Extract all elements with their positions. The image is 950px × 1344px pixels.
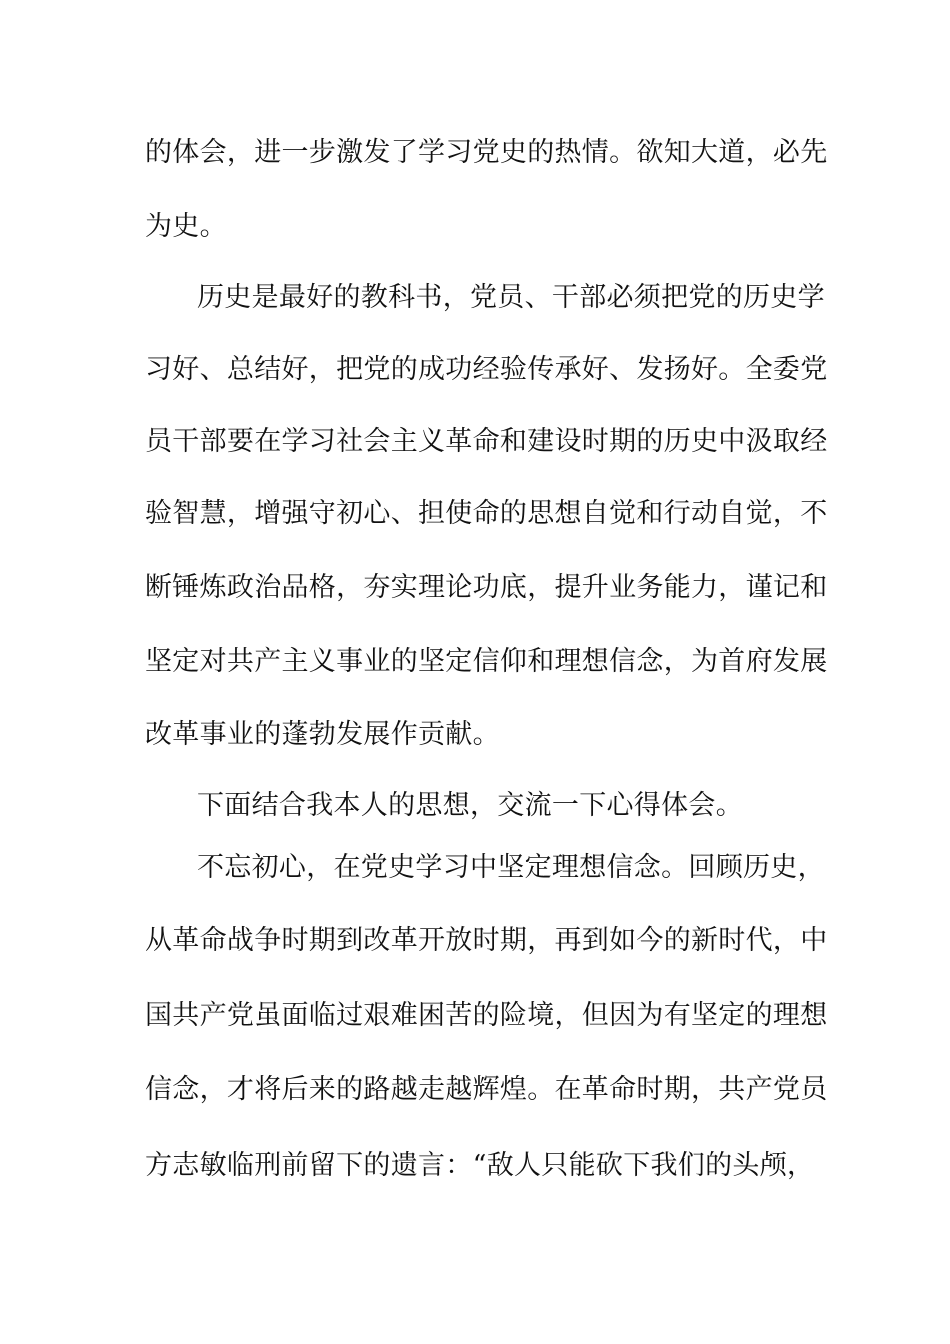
text-line: 的体会，进一步激发了学习党史的热情。欲知大道，必先 — [145, 137, 828, 168]
text-line: 国共产党虽面临过艰难困苦的险境，但因为有坚定的理想 — [145, 1000, 828, 1031]
text-line: 员干部要在学习社会主义革命和建设时期的历史中汲取经 — [145, 426, 828, 457]
text-line: 从革命战争时期到改革开放时期，再到如今的新时代，中 — [145, 925, 828, 956]
text-line: 改革事业的蓬勃发展作贡献。 — [145, 719, 500, 750]
paragraph-line: 下面结合我本人的思想，交流一下心得体会。 — [197, 790, 743, 821]
text-line: 坚定对共产主义事业的坚定信仰和理想信念，为首府发展 — [145, 646, 828, 677]
text-line: 方志敏临刑前留下的遗言：“敌人只能砍下我们的头颅， — [145, 1150, 815, 1181]
paragraph-start-line: 不忘初心，在党史学习中坚定理想信念。回顾历史， — [197, 852, 825, 883]
text-line: 为史。 — [145, 211, 227, 242]
text-line: 验智慧，增强守初心、担使命的思想自觉和行动自觉，不 — [145, 498, 828, 529]
text-line: 断锤炼政治品格，夯实理论功底，提升业务能力，谨记和 — [145, 572, 828, 603]
paragraph-start-line: 历史是最好的教科书，党员、干部必须把党的历史学 — [197, 282, 825, 313]
text-line: 信念，才将后来的路越走越辉煌。在革命时期，共产党员 — [145, 1074, 828, 1105]
text-line: 习好、总结好，把党的成功经验传承好、发扬好。全委党 — [145, 354, 828, 385]
